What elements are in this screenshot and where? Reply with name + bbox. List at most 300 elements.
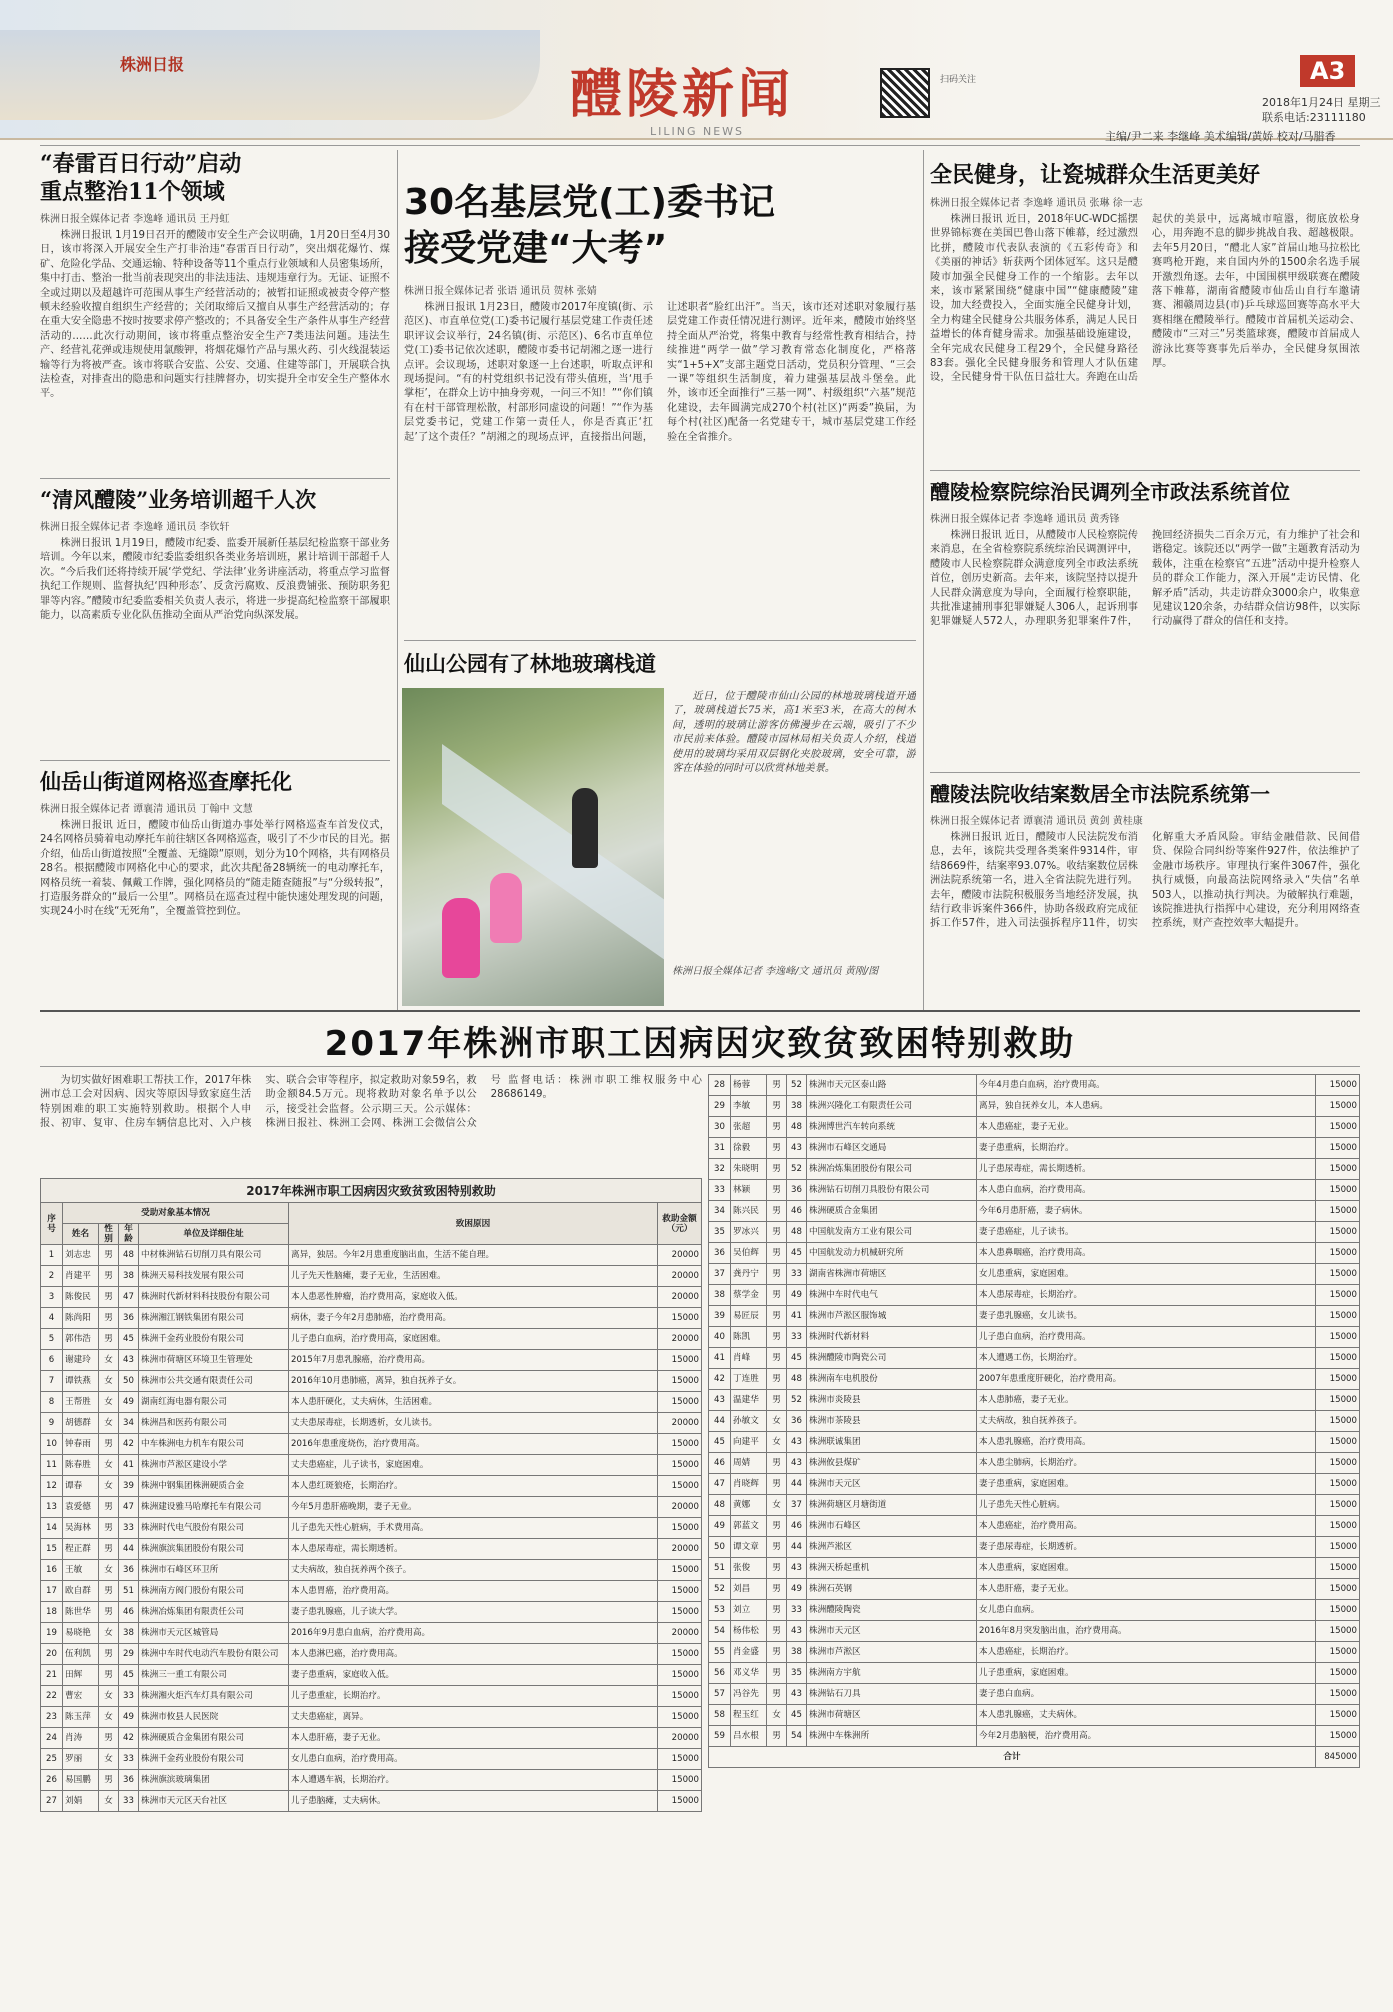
cell-amount: 15000 <box>1316 1621 1360 1642</box>
col-sex: 性别 <box>99 1224 119 1245</box>
cell-unit: 株洲市天元区城管局 <box>139 1623 289 1644</box>
article-title: 30名基层党(工)委书记 <box>404 182 776 223</box>
cell-unit: 株洲时代电气股份有限公司 <box>139 1518 289 1539</box>
table-row <box>41 1434 702 1455</box>
cell-no: 44 <box>709 1411 731 1432</box>
table-row <box>709 1474 1360 1495</box>
cell-name: 张超 <box>731 1117 767 1138</box>
cell-reason: 妻子患重病，家庭收入低。 <box>289 1665 658 1686</box>
byline: 株洲日报全媒体记者 谭襄清 通讯员 丁翰中 文慧 <box>40 804 253 815</box>
cell-sex: 男 <box>767 1369 787 1390</box>
cell-age: 33 <box>787 1600 807 1621</box>
cell-amount: 15000 <box>1316 1264 1360 1285</box>
cell-age: 37 <box>787 1495 807 1516</box>
cell-unit: 株洲市天元区 <box>807 1474 977 1495</box>
article-title: 全民健身，让瓷城群众生活更美好 <box>930 162 1261 188</box>
cell-unit: 株洲石英钢 <box>807 1579 977 1600</box>
cell-no: 7 <box>41 1371 63 1392</box>
cell-amount: 15000 <box>658 1644 702 1665</box>
cell-amount: 15000 <box>658 1749 702 1770</box>
relief-title: 2017年株洲市职工因病因灾致贫致困特别救助 <box>324 1024 1076 1064</box>
cell-no: 37 <box>709 1264 731 1285</box>
table-row <box>709 1201 1360 1222</box>
cell-age: 33 <box>119 1791 139 1812</box>
cell-no: 59 <box>709 1726 731 1747</box>
cell-reason: 今年6月患肝癌，妻子病休。 <box>977 1201 1316 1222</box>
table-row <box>41 1455 702 1476</box>
table-row <box>709 1642 1360 1663</box>
cell-sex: 男 <box>99 1665 119 1686</box>
cell-sex: 女 <box>99 1350 119 1371</box>
article-body: 株洲日报讯 近日，从醴陵市人民检察院传来消息，在全省检察院系统综治民调测评中，醴陵市人民检察院群众满意度列全市政法系统首位，创历史新高。去年来，该院坚持以提升人民群众满意度为导向，全面履行检察职能，共批准逮捕刑事犯罪嫌疑人306人，起诉刑事犯罪嫌疑人572人，办理职务犯罪案件7件，挽回经济损失二百余万元，有力维护了社会和谐稳定。该院还以“两学一做”主题教育活动为载体，注重在检察官“五进”活动中提升检察人员的群众工作能力，深入开展“走访民情、化解矛盾”活动，共走访群众3000余户，收集意见建议120余条，办结群众信访98件，以实际行动赢得了群众的信任和支持。 <box>930 530 1360 628</box>
article-title: 醴陵法院收结案数居全市法院系统第一 <box>930 782 1270 806</box>
cell-unit: 湖南省株洲市荷塘区 <box>807 1264 977 1285</box>
cell-sex: 女 <box>99 1371 119 1392</box>
cell-reason: 今年4月患白血病，治疗费用高。 <box>977 1075 1316 1096</box>
cell-amount: 15000 <box>1316 1369 1360 1390</box>
cell-age: 43 <box>787 1621 807 1642</box>
table-row <box>709 1306 1360 1327</box>
cell-unit: 株洲市天元区泰山路 <box>807 1075 977 1096</box>
cell-reason: 病休，妻子今年2月患肺癌，治疗费用高。 <box>289 1308 658 1329</box>
cell-reason: 2016年患重度烧伤，治疗费用高。 <box>289 1434 658 1455</box>
cell-unit: 株洲市天元区天台社区 <box>139 1791 289 1812</box>
table-row <box>709 1705 1360 1726</box>
cell-name: 邓义华 <box>731 1663 767 1684</box>
cell-unit: 株洲市芦淞区 <box>807 1642 977 1663</box>
table-row <box>709 1096 1360 1117</box>
cell-sex: 男 <box>767 1243 787 1264</box>
cell-reason: 妻子患尿毒症，长期透析。 <box>977 1537 1316 1558</box>
article-body: 株洲日报讯 1月19日，醴陵市纪委、监委开展新任基层纪检监察干部业务培训。今年以来，醴陵市纪委监委组织各类业务培训班，累计培训干部超千人次。“今后我们还将持续开展‘学党纪、学法律’业务讲座活动，将重点学习监督执纪工作规则、监督执纪‘四种形态’、反贪污腐败、反浪费铺张、预防职务犯罪等内容。”醴陵市纪委监委相关负责人表示，将进一步提高纪检监察干部履职能力，以高素质专业化队伍推动全面从严治党向纵深发展。 <box>40 538 390 622</box>
table-row <box>709 1663 1360 1684</box>
cell-name: 曹宏 <box>63 1686 99 1707</box>
cell-sex: 男 <box>767 1096 787 1117</box>
cell-sex: 男 <box>767 1600 787 1621</box>
cell-name: 李敏 <box>731 1096 767 1117</box>
cell-unit: 株洲市公共交通有限责任公司 <box>139 1371 289 1392</box>
cell-unit: 株洲旗滨玻璃集团 <box>139 1770 289 1791</box>
cell-name: 陈兴民 <box>731 1201 767 1222</box>
cell-amount: 15000 <box>1316 1201 1360 1222</box>
cell-reason: 本人患癌症，妻子无业。 <box>977 1117 1316 1138</box>
cell-reason: 儿子患重病，家庭困难。 <box>977 1663 1316 1684</box>
date: 2018年1月24日 星期三 <box>1262 96 1381 109</box>
byline: 株洲日报全媒体记者 李逸峰 通讯员 张琳 徐一志 <box>930 198 1143 209</box>
cell-reason: 本人患鼻咽癌，治疗费用高。 <box>977 1243 1316 1264</box>
cell-amount: 15000 <box>658 1371 702 1392</box>
table-row <box>41 1392 702 1413</box>
cell-age: 38 <box>787 1642 807 1663</box>
cell-unit: 中车株洲电力机车有限公司 <box>139 1434 289 1455</box>
cell-age: 33 <box>119 1518 139 1539</box>
cell-sex: 女 <box>99 1707 119 1728</box>
article-title: 接受党建“大考” <box>404 228 668 269</box>
cell-no: 28 <box>709 1075 731 1096</box>
table-row <box>709 1327 1360 1348</box>
cell-sex: 男 <box>99 1602 119 1623</box>
cell-amount: 15000 <box>658 1350 702 1371</box>
cell-age: 52 <box>787 1159 807 1180</box>
cell-age: 54 <box>787 1726 807 1747</box>
cell-age: 51 <box>119 1581 139 1602</box>
cell-unit: 株洲三一重工有限公司 <box>139 1665 289 1686</box>
cell-no: 23 <box>41 1707 63 1728</box>
table-row <box>709 1285 1360 1306</box>
cell-sex: 女 <box>99 1413 119 1434</box>
cell-age: 50 <box>119 1371 139 1392</box>
city-logo: 株洲日报 <box>120 55 185 74</box>
cell-unit: 株洲攸县煤矿 <box>807 1453 977 1474</box>
cell-unit: 中国航发南方工业有限公司 <box>807 1222 977 1243</box>
cell-unit: 株洲荷塘区月塘街道 <box>807 1495 977 1516</box>
cell-amount: 20000 <box>658 1287 702 1308</box>
cell-unit: 株洲中车株洲所 <box>807 1726 977 1747</box>
cell-unit: 株洲市芦淞区服饰城 <box>807 1306 977 1327</box>
table-row <box>709 1264 1360 1285</box>
cell-no: 41 <box>709 1348 731 1369</box>
divider <box>40 760 390 761</box>
cell-amount: 15000 <box>1316 1159 1360 1180</box>
cell-amount: 15000 <box>1316 1432 1360 1453</box>
cell-reason: 儿子先天性脑瘫，妻子无业，生活困难。 <box>289 1266 658 1287</box>
cell-no: 12 <box>41 1476 63 1497</box>
cell-reason: 儿子患先天性心脏病，手术费用高。 <box>289 1518 658 1539</box>
cell-reason: 儿子患白血病，治疗费用高。 <box>977 1327 1316 1348</box>
cell-sex: 男 <box>767 1390 787 1411</box>
cell-sex: 男 <box>767 1642 787 1663</box>
cell-age: 33 <box>787 1327 807 1348</box>
cell-sex: 男 <box>99 1497 119 1518</box>
table-row <box>709 1390 1360 1411</box>
cell-amount: 15000 <box>658 1434 702 1455</box>
cell-name: 欧自群 <box>63 1581 99 1602</box>
table-row <box>709 1075 1360 1096</box>
cell-age: 36 <box>787 1411 807 1432</box>
cell-name: 谭铁燕 <box>63 1371 99 1392</box>
cell-no: 22 <box>41 1686 63 1707</box>
cell-name: 易晓艳 <box>63 1623 99 1644</box>
cell-no: 50 <box>709 1537 731 1558</box>
photo-caption-block <box>672 690 916 981</box>
cell-name: 蔡学金 <box>731 1285 767 1306</box>
table-row <box>41 1770 702 1791</box>
table-row <box>41 1245 702 1266</box>
cell-sex: 男 <box>767 1684 787 1705</box>
cell-amount: 15000 <box>1316 1474 1360 1495</box>
cell-age: 41 <box>119 1455 139 1476</box>
cell-age: 36 <box>119 1308 139 1329</box>
cell-reason: 妻子患乳腺癌，儿子读大学。 <box>289 1602 658 1623</box>
total-amount: 845000 <box>1316 1747 1360 1768</box>
cell-amount: 20000 <box>658 1413 702 1434</box>
cell-no: 34 <box>709 1201 731 1222</box>
cell-unit: 株洲千金药业股份有限公司 <box>139 1329 289 1350</box>
cell-age: 43 <box>787 1558 807 1579</box>
cell-amount: 15000 <box>1316 1390 1360 1411</box>
cell-no: 24 <box>41 1728 63 1749</box>
cell-unit: 中国航发动力机械研究所 <box>807 1243 977 1264</box>
cell-reason: 女儿患白血病，治疗费用高。 <box>289 1749 658 1770</box>
cell-sex: 男 <box>767 1516 787 1537</box>
cell-no: 9 <box>41 1413 63 1434</box>
cell-no: 35 <box>709 1222 731 1243</box>
cell-unit: 株洲时代新材料 <box>807 1327 977 1348</box>
cell-reason: 2007年患重度肝硬化，治疗费用高。 <box>977 1369 1316 1390</box>
cell-no: 38 <box>709 1285 731 1306</box>
table-row <box>41 1791 702 1812</box>
cell-sex: 男 <box>767 1180 787 1201</box>
cell-no: 4 <box>41 1308 63 1329</box>
col-reason: 致困原因 <box>289 1203 658 1245</box>
cell-no: 54 <box>709 1621 731 1642</box>
glass-walkway-photo <box>402 688 664 1006</box>
cell-age: 42 <box>119 1434 139 1455</box>
article-xianyue <box>40 768 390 1049</box>
cell-age: 43 <box>787 1684 807 1705</box>
cell-sex: 男 <box>767 1537 787 1558</box>
cell-no: 20 <box>41 1644 63 1665</box>
cell-reason: 丈夫患癌症，儿子读书，家庭困难。 <box>289 1455 658 1476</box>
cell-no: 57 <box>709 1684 731 1705</box>
page-number: A3 <box>1300 55 1355 87</box>
cell-reason: 本人患淋巴癌，治疗费用高。 <box>289 1644 658 1665</box>
table-row <box>41 1518 702 1539</box>
table-row <box>41 1266 702 1287</box>
cell-age: 39 <box>119 1476 139 1497</box>
cell-amount: 20000 <box>658 1623 702 1644</box>
cell-unit: 株洲市荷塘区环境卫生管理处 <box>139 1350 289 1371</box>
relief-intro <box>40 1074 702 1172</box>
table-row <box>709 1138 1360 1159</box>
cell-unit: 株洲南车电机股份 <box>807 1369 977 1390</box>
byline: 株洲日报全媒体记者 李逸峰 通讯员 黄秀锋 <box>930 514 1120 525</box>
cell-sex: 男 <box>99 1245 119 1266</box>
article-title: 仙岳山街道网格巡查摩托化 <box>40 769 292 794</box>
cell-unit: 株洲千金药业股份有限公司 <box>139 1749 289 1770</box>
cell-unit: 株洲市石峰区 <box>807 1516 977 1537</box>
cell-amount: 15000 <box>1316 1327 1360 1348</box>
cell-no: 32 <box>709 1159 731 1180</box>
cell-sex: 男 <box>767 1453 787 1474</box>
cell-no: 25 <box>41 1749 63 1770</box>
cell-amount: 15000 <box>658 1392 702 1413</box>
cell-reason: 本人患白血病，治疗费用高。 <box>977 1180 1316 1201</box>
cell-no: 3 <box>41 1287 63 1308</box>
cell-no: 56 <box>709 1663 731 1684</box>
cell-reason: 妻子患重病，家庭困难。 <box>977 1474 1316 1495</box>
article-title: “清风醴陵”业务培训超千人次 <box>40 487 317 512</box>
table-row <box>41 1371 702 1392</box>
cell-age: 42 <box>119 1728 139 1749</box>
cell-amount: 15000 <box>658 1581 702 1602</box>
cell-unit: 株洲博世汽车转向系统 <box>807 1117 977 1138</box>
cell-unit: 株洲兴隆化工有限责任公司 <box>807 1096 977 1117</box>
cell-unit: 株洲市石峰区交通局 <box>807 1138 977 1159</box>
cell-name: 易国鹏 <box>63 1770 99 1791</box>
cell-name: 肖晓辉 <box>731 1474 767 1495</box>
cell-name: 王敏 <box>63 1560 99 1581</box>
cell-unit: 株洲市天元区 <box>807 1621 977 1642</box>
cell-no: 43 <box>709 1390 731 1411</box>
photo-credit: 株洲日报全媒体记者 李逸峰/文 通讯员 黄刚/图 <box>672 966 879 977</box>
cell-reason: 妻子患重病，长期治疗。 <box>977 1138 1316 1159</box>
cell-name: 郭伟浩 <box>63 1329 99 1350</box>
cell-unit: 株洲中钢集团株洲硬质合金 <box>139 1476 289 1497</box>
cell-reason: 本人患肝癌，妻子无业。 <box>977 1579 1316 1600</box>
cell-sex: 男 <box>99 1329 119 1350</box>
table-row <box>709 1453 1360 1474</box>
cell-sex: 男 <box>767 1579 787 1600</box>
cell-no: 51 <box>709 1558 731 1579</box>
cell-name: 刘娟 <box>63 1791 99 1812</box>
cell-name: 杨蓉 <box>731 1075 767 1096</box>
cell-age: 34 <box>119 1413 139 1434</box>
cell-no: 47 <box>709 1474 731 1495</box>
table-row <box>709 1117 1360 1138</box>
cell-sex: 男 <box>99 1539 119 1560</box>
cell-age: 33 <box>787 1264 807 1285</box>
cell-age: 38 <box>119 1623 139 1644</box>
cell-amount: 15000 <box>1316 1579 1360 1600</box>
article-body: 株洲日报讯 1月23日，醴陵市2017年度镇(街、示范区)、市直单位党(工)委书记履行基层党建工作责任述职评议会议举行，24名镇(街、示范区)、6名市直单位党(工)委书记依次述职，醴陵市委书记胡湘之逐一进行点评。会议现场，述职对象逐一上台述职，听取点评和现场提问。“有的村党组织书记没有带头值班，当‘甩手掌柜’，在群众上访中抽身旁观，一问三不知！”“你们镇有在村干部管理松散，村部形同虚设的问题！”“作为基层党委书记，党建工作第一责任人，你是否真正‘扛起’了这个责任？”胡湘之的现场点评，直接指出问题，让述职者“脸红出汗”。当天，该市还对述职对象履行基层党建工作责任情况进行测评。近年来，醴陵市始终坚持全面从严治党，将集中教育与经常性教育相结合，持续推进“两学一做”学习教育常态化制度化，严格落实“1+5+X”支部主题党日活动，党员积分管理、“三会一课”等组织生活制度，着力建强基层战斗堡垒。此外，该市还全面推行“三基一网”、村级组织“六基”规范化建设，去年圆满完成270个村(社区)“两委”换届，为每个村(社区)配备一名党建专干，城市基层党建工作经验在全省推介。 <box>404 302 916 443</box>
cell-age: 46 <box>787 1201 807 1222</box>
cell-name: 谢建玲 <box>63 1350 99 1371</box>
table-row <box>41 1707 702 1728</box>
cell-amount: 15000 <box>1316 1117 1360 1138</box>
cell-name: 陈世华 <box>63 1602 99 1623</box>
table-row <box>709 1579 1360 1600</box>
cell-amount: 15000 <box>1316 1138 1360 1159</box>
byline: 株洲日报全媒体记者 李逸峰 通讯员 李钦轩 <box>40 522 230 533</box>
cell-amount: 15000 <box>658 1455 702 1476</box>
cell-sex: 女 <box>99 1455 119 1476</box>
cell-name: 刘立 <box>731 1600 767 1621</box>
cell-name: 胡德群 <box>63 1413 99 1434</box>
cell-amount: 15000 <box>1316 1705 1360 1726</box>
cell-no: 21 <box>41 1665 63 1686</box>
table-row <box>41 1581 702 1602</box>
cell-no: 53 <box>709 1600 731 1621</box>
cell-sex: 女 <box>99 1476 119 1497</box>
qr-label: 扫码关注 <box>940 75 977 85</box>
cell-reason: 丈夫病故，独自抚养孩子。 <box>977 1411 1316 1432</box>
cell-age: 52 <box>787 1075 807 1096</box>
cell-name: 周婧 <box>731 1453 767 1474</box>
cell-sex: 女 <box>767 1411 787 1432</box>
divider <box>404 640 916 641</box>
cell-name: 罗丽 <box>63 1749 99 1770</box>
cell-no: 15 <box>41 1539 63 1560</box>
cell-unit: 株洲钻石刀具 <box>807 1684 977 1705</box>
cell-unit: 株洲时代新材料科技股份有限公司 <box>139 1287 289 1308</box>
cell-no: 10 <box>41 1434 63 1455</box>
cell-amount: 15000 <box>1316 1180 1360 1201</box>
cell-amount: 15000 <box>1316 1285 1360 1306</box>
cell-age: 36 <box>787 1180 807 1201</box>
cell-unit: 株洲湘火炬汽车灯具有限公司 <box>139 1686 289 1707</box>
cell-no: 40 <box>709 1327 731 1348</box>
cell-no: 26 <box>41 1770 63 1791</box>
cell-age: 33 <box>119 1686 139 1707</box>
cell-sex: 男 <box>99 1728 119 1749</box>
cell-amount: 15000 <box>658 1476 702 1497</box>
cell-sex: 女 <box>99 1749 119 1770</box>
cell-reason: 本人患尿毒症，需长期透析。 <box>289 1539 658 1560</box>
cell-unit: 株洲中车时代电气 <box>807 1285 977 1306</box>
cell-name: 肖涛 <box>63 1728 99 1749</box>
cell-amount: 15000 <box>1316 1642 1360 1663</box>
cell-no: 8 <box>41 1392 63 1413</box>
table-row <box>41 1476 702 1497</box>
cell-amount: 15000 <box>658 1665 702 1686</box>
cell-unit: 株洲市荷塘区 <box>807 1705 977 1726</box>
cell-reason: 本人患肺癌，妻子无业。 <box>977 1390 1316 1411</box>
table-row <box>41 1350 702 1371</box>
cell-amount: 15000 <box>1316 1600 1360 1621</box>
cell-amount: 15000 <box>658 1791 702 1812</box>
article-body: 株洲日报讯 近日，醴陵市仙岳山街道办事处举行网格巡查车首发仪式，24名网格员骑着电动摩托车前往辖区各网格巡查，吸引了不少市民的目光。据介绍，仙岳山街道按照“全覆盖、无缝隙”原则，划分为10个网格，共有网格员28名。根据醴陵市网格化中心的要求，此次共配备28辆统一的电动摩托车，网格员统一着装、佩戴工作牌，强化网格员的“随走随查随报”与“分级转报”，打造服务群众的“最后一公里”。网格员在巡查过程中能快速处理发现的问题，实现24小时在线“无死角”，全覆盖管控到位。 <box>40 820 390 918</box>
cell-amount: 20000 <box>658 1329 702 1350</box>
cell-sex: 女 <box>99 1686 119 1707</box>
table-row <box>709 1558 1360 1579</box>
table-row <box>709 1369 1360 1390</box>
article-title: “春雷百日行动”启动 <box>40 151 242 177</box>
cell-unit: 株洲冶炼集团有限责任公司 <box>139 1602 289 1623</box>
cell-age: 46 <box>119 1602 139 1623</box>
cell-reason: 本人患重病，家庭困难。 <box>977 1558 1316 1579</box>
cell-age: 36 <box>119 1770 139 1791</box>
cell-unit: 株洲中车时代电动汽车股份有限公司 <box>139 1644 289 1665</box>
byline: 株洲日报全媒体记者 李逸峰 通讯员 王丹虹 <box>40 214 230 225</box>
cell-reason: 本人患尘肺病，长期治疗。 <box>977 1453 1316 1474</box>
cell-age: 49 <box>119 1392 139 1413</box>
cell-name: 肖金盛 <box>731 1642 767 1663</box>
cell-no: 49 <box>709 1516 731 1537</box>
cell-age: 48 <box>787 1222 807 1243</box>
cell-name: 刘昌 <box>731 1579 767 1600</box>
divider <box>40 1066 1360 1067</box>
cell-name: 罗冰兴 <box>731 1222 767 1243</box>
table-row <box>709 1243 1360 1264</box>
cell-reason: 丈夫病故，独自抚养两个孩子。 <box>289 1560 658 1581</box>
cell-amount: 15000 <box>1316 1348 1360 1369</box>
child-figure <box>442 898 480 978</box>
article-body: 株洲日报讯 近日，醴陵市人民法院发布消息，去年，该院共受理各类案件9314件，审结8669件，结案率93.07%。收结案数位居株洲法院系统第一名，进入全省法院先进行列。去年，醴陵市法院积极服务当地经济发展，执结行政非诉案件366件，协助各级政府完成征拆工作57件，进入司法强拆程序11件，切实化解重大矛盾风险。审结金融借款、民间借贷、保险合同纠纷等案件927件，依法维护了金融市场秩序。审理执行案件3067件，强化执行威慑，向最高法院网络录入“失信”名单503人，以推动执行判决。为破解执行难题，该院推进执行指挥中心建设，充分利用网络查控系统，财产查控效率大幅提升。 <box>930 832 1360 930</box>
cell-sex: 男 <box>767 1117 787 1138</box>
cell-amount: 15000 <box>1316 1075 1360 1096</box>
qr-code-icon[interactable] <box>880 68 930 118</box>
cell-age: 44 <box>787 1537 807 1558</box>
cell-reason: 儿子患白血病，治疗费用高，家庭困难。 <box>289 1329 658 1350</box>
cell-reason: 本人患癌症，长期治疗。 <box>977 1642 1316 1663</box>
cell-sex: 男 <box>99 1434 119 1455</box>
cell-no: 52 <box>709 1579 731 1600</box>
cell-amount: 15000 <box>658 1707 702 1728</box>
divider <box>40 145 1360 146</box>
cell-reason: 本人患乳腺癌，治疗费用高。 <box>977 1432 1316 1453</box>
cell-no: 46 <box>709 1453 731 1474</box>
article-spring <box>40 150 390 447</box>
cell-sex: 男 <box>767 1222 787 1243</box>
cell-amount: 20000 <box>658 1539 702 1560</box>
cell-reason: 2016年8月突发脑出血，治疗费用高。 <box>977 1621 1316 1642</box>
child-figure <box>490 873 522 943</box>
cell-name: 徐毅 <box>731 1138 767 1159</box>
table-row <box>709 1411 1360 1432</box>
cell-sex: 男 <box>767 1159 787 1180</box>
cell-reason: 今年2月患脑梗，治疗费用高。 <box>977 1726 1316 1747</box>
